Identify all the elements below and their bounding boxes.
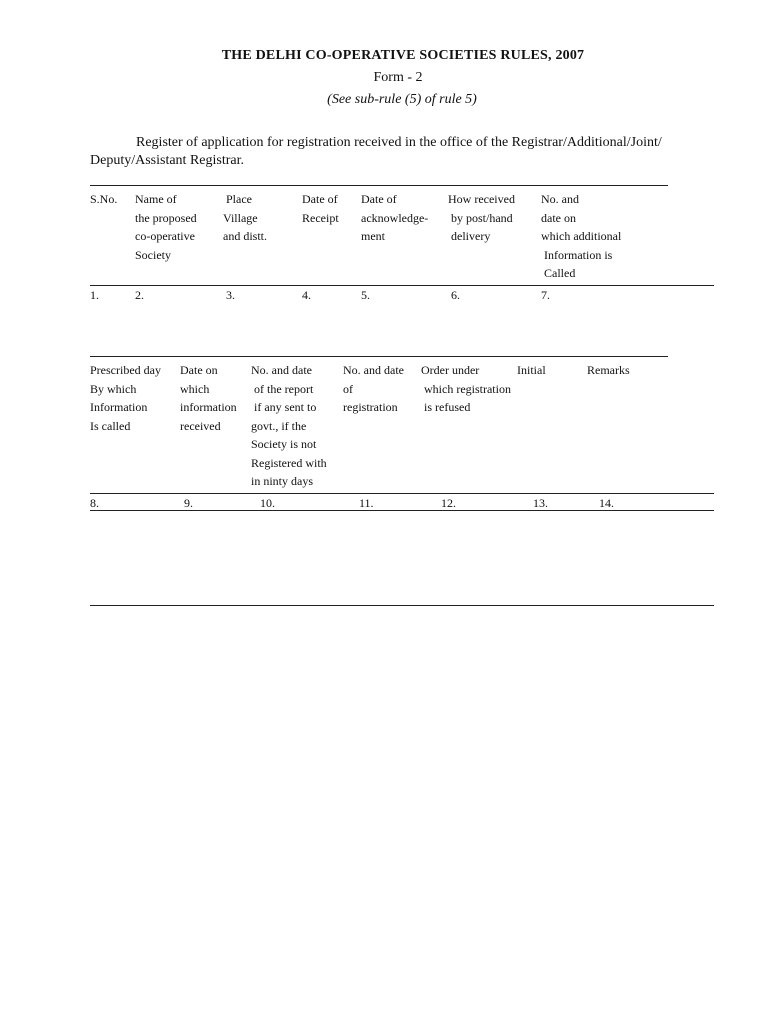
table1-header-how-received: How received by post/hand delivery: [448, 192, 515, 243]
table1-column-number: 3.: [226, 288, 235, 302]
table1-header-sno: S.No.: [90, 192, 118, 206]
sub-rule-reference: (See sub-rule (5) of rule 5): [327, 92, 477, 107]
table2-bottom-rule: [90, 605, 714, 606]
table2-header-prescribed-day: Prescribed day By which Information Is called: [90, 363, 161, 433]
table2-header-registration-number: No. and date of registration: [343, 363, 404, 414]
table1-column-number: 2.: [135, 288, 144, 302]
table1-header-additional-info: No. and date on which additional Information is Called: [541, 192, 622, 280]
table2-header-refusal-order: Order under which registration is refused: [421, 363, 511, 414]
table1-header-date-receipt: Date of Receipt: [302, 192, 339, 225]
table2-column-number: 12.: [441, 496, 456, 510]
intro-text-line-2: Deputy/Assistant Registrar.: [90, 153, 244, 168]
table1-header-rule: [90, 285, 714, 286]
table1-column-number: 6.: [451, 288, 460, 302]
table1-header-date-acknowledgement: Date of acknowledge- ment: [361, 192, 429, 243]
table2-top-rule: [90, 356, 668, 357]
table2-header-initial: Initial: [517, 363, 546, 377]
page-title: THE DELHI CO-OPERATIVE SOCIETIES RULES, 2007: [221, 48, 585, 63]
table2-header-rule: [90, 493, 714, 494]
form-number: Form - 2: [373, 70, 423, 85]
table1-column-number: 5.: [361, 288, 370, 302]
table2-column-number: 9.: [184, 496, 193, 510]
table1-header-place: Place Village and distt.: [223, 192, 267, 243]
table1-column-number: 7.: [541, 288, 550, 302]
intro-text-line-1: Register of application for registration received in the office of the Registrar/Additional/Joint/: [136, 135, 662, 150]
table2-column-number: 11.: [359, 496, 374, 510]
table2-number-rule: [90, 510, 714, 511]
table1-header-society-name: Name of the proposed co-operative Society: [135, 192, 197, 262]
table2-header-date-info-received: Date on which information received: [180, 363, 237, 433]
table2-column-number: 14.: [599, 496, 614, 510]
table2-column-number: 13.: [533, 496, 548, 510]
table1-column-number: 1.: [90, 288, 99, 302]
table2-header-report-to-govt: No. and date of the report if any sent to govt., if the Society is not Registered with in ninty days: [251, 363, 327, 488]
table2-column-number: 8.: [90, 496, 99, 510]
table1-top-rule: [90, 185, 668, 186]
table1-column-number: 4.: [302, 288, 311, 302]
table2-header-remarks: Remarks: [587, 363, 630, 377]
table2-column-number: 10.: [260, 496, 275, 510]
